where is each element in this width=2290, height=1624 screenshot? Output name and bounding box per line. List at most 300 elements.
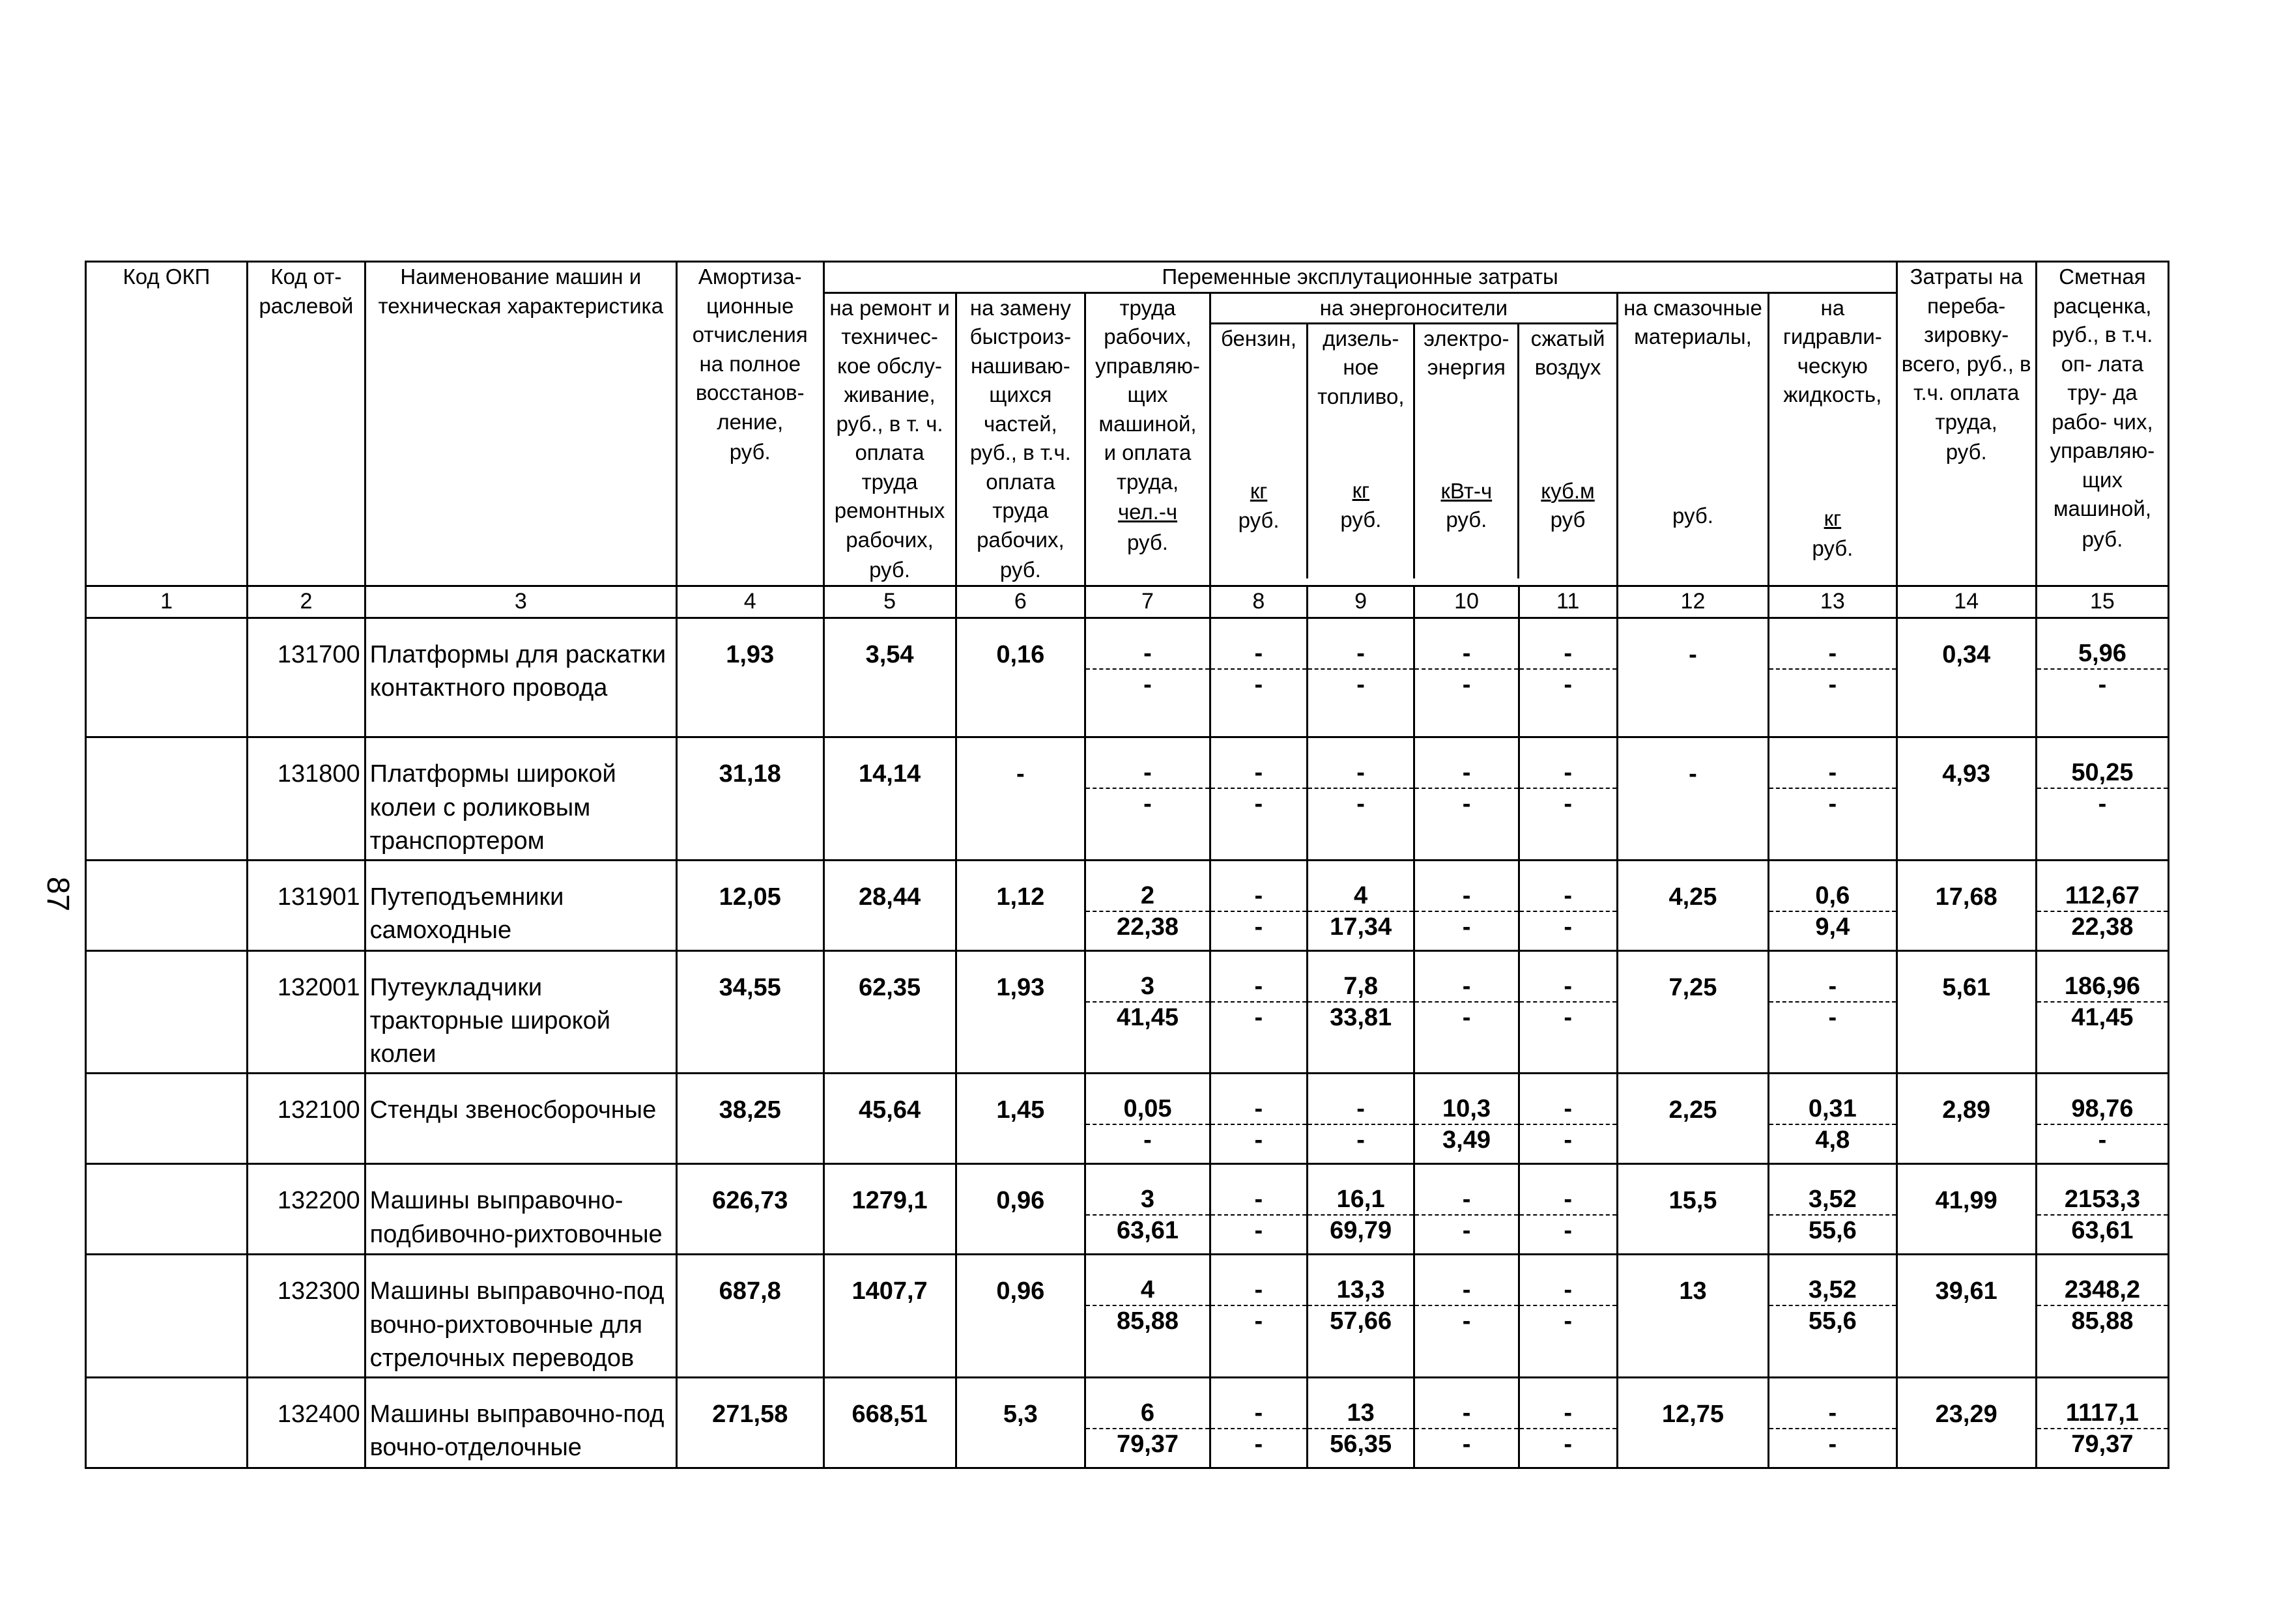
diesel-cell-top: 4 xyxy=(1308,881,1414,912)
petrol-cell xyxy=(1210,618,1307,737)
labor-cell-top: - xyxy=(1086,758,1209,789)
diesel-cell-bottom: 69,79 xyxy=(1330,1217,1392,1245)
table-row xyxy=(86,1377,2169,1468)
diesel-cell xyxy=(1307,950,1414,1073)
okp-cell xyxy=(86,618,248,737)
electric-cell-top: - xyxy=(1415,881,1517,912)
electric-cell-top: - xyxy=(1415,971,1517,1003)
diesel-cell-bottom: - xyxy=(1356,1126,1365,1154)
air-cell xyxy=(1519,618,1617,737)
hydraulic-cell-bottom: 55,6 xyxy=(1808,1217,1857,1245)
diesel-cell xyxy=(1307,737,1414,860)
amortization-cell: 271,58 xyxy=(676,1377,823,1468)
estimate-cell-bottom: - xyxy=(2098,670,2107,698)
repair-cell: 14,14 xyxy=(823,737,956,860)
electric-cell-top: - xyxy=(1415,758,1517,789)
estimate-text: Сметная расценка, руб., в т.ч. оп- лата тру- да рабо- чих, управляю- щих машиной, xyxy=(2050,264,2155,521)
lubricant-cell: 15,5 xyxy=(1617,1164,1768,1255)
estimate-cell-bottom: - xyxy=(2098,1126,2107,1154)
estimate-cell xyxy=(2036,1164,2168,1255)
diesel-cell xyxy=(1307,1164,1414,1255)
hydraulic-cell xyxy=(1769,950,1896,1073)
hydraulic-cell-top: 3,52 xyxy=(1769,1184,1895,1216)
column-number: 11 xyxy=(1519,586,1617,618)
repair-text: на ремонт и техничес- кое обслу- живание, руб., в т. ч. оплата труда ремонтных рабочих, xyxy=(829,295,950,552)
lubricant-cell: - xyxy=(1617,737,1768,860)
header-okp: Код ОКП xyxy=(86,262,248,586)
petrol-cell xyxy=(1210,1074,1307,1164)
replace-cell: 0,96 xyxy=(956,1255,1085,1377)
relocation-cell: 17,68 xyxy=(1896,860,2036,950)
labor-cell xyxy=(1085,1164,1210,1255)
air-text: сжатый воздух xyxy=(1530,326,1605,380)
electric-cell-top: - xyxy=(1415,1184,1517,1216)
petrol-cell xyxy=(1210,737,1307,860)
estimate-unit: руб. xyxy=(2082,526,2123,551)
diesel-unit-bottom: руб. xyxy=(1340,507,1382,532)
relocation-cell: 4,93 xyxy=(1896,737,2036,860)
air-cell xyxy=(1519,1164,1617,1255)
amortization-cell: 687,8 xyxy=(676,1255,823,1377)
okp-cell xyxy=(86,737,248,860)
repair-cell: 3,54 xyxy=(823,618,956,737)
electric-cell xyxy=(1414,860,1519,950)
hydraulic-cell xyxy=(1769,618,1896,737)
branch-code-cell: 132200 xyxy=(248,1164,365,1255)
table-body xyxy=(86,618,2169,1468)
lubricant-cell: 2,25 xyxy=(1617,1074,1768,1164)
diesel-cell-top: 7,8 xyxy=(1308,971,1414,1003)
air-cell xyxy=(1519,1377,1617,1468)
column-number: 14 xyxy=(1896,586,2036,618)
estimate-cell-bottom: - xyxy=(2098,790,2107,818)
estimate-cell xyxy=(2036,1377,2168,1468)
electric-unit-bottom: руб. xyxy=(1446,507,1487,532)
hydraulic-cell-top: - xyxy=(1769,1398,1895,1429)
amortization-cell: 34,55 xyxy=(676,950,823,1073)
estimate-cell-bottom: 63,61 xyxy=(2071,1217,2134,1245)
column-number: 4 xyxy=(676,586,823,618)
petrol-cell xyxy=(1210,950,1307,1073)
air-cell-bottom: - xyxy=(1564,1307,1573,1335)
estimate-cell xyxy=(2036,860,2168,950)
electric-cell xyxy=(1414,950,1519,1073)
electric-cell xyxy=(1414,1377,1519,1468)
air-unit-bottom: руб xyxy=(1550,507,1586,532)
relocation-cell: 2,89 xyxy=(1896,1074,2036,1164)
electric-cell-bottom: - xyxy=(1462,790,1471,818)
branch-code-cell: 132400 xyxy=(248,1377,365,1468)
header-replace xyxy=(956,292,1085,586)
replace-cell: 5,3 xyxy=(956,1377,1085,1468)
petrol-cell-bottom: - xyxy=(1254,1217,1263,1245)
petrol-cell-bottom: - xyxy=(1254,1003,1263,1031)
diesel-cell-bottom: 17,34 xyxy=(1330,913,1392,941)
petrol-cell-bottom: - xyxy=(1254,1307,1263,1335)
petrol-cell-top: - xyxy=(1211,1275,1306,1306)
air-cell-bottom: - xyxy=(1564,1430,1573,1458)
petrol-cell xyxy=(1210,1164,1307,1255)
labor-cell-top: 3 xyxy=(1086,1184,1209,1216)
header-name: Наименование машин и техническая характеристика xyxy=(365,262,676,586)
repair-cell: 1279,1 xyxy=(823,1164,956,1255)
hydraulic-unit-bottom: руб. xyxy=(1812,536,1853,561)
header-estimate xyxy=(2036,262,2168,586)
air-cell-top: - xyxy=(1520,971,1616,1003)
column-number: 3 xyxy=(365,586,676,618)
energy-title: на энергоносители xyxy=(1211,294,1616,324)
estimate-cell-bottom: 79,37 xyxy=(2071,1430,2134,1458)
hydraulic-cell-bottom: 9,4 xyxy=(1815,913,1850,941)
column-number: 5 xyxy=(823,586,956,618)
relocation-cell: 39,61 xyxy=(1896,1255,2036,1377)
diesel-cell-top: 13 xyxy=(1308,1398,1414,1429)
relocation-cell: 41,99 xyxy=(1896,1164,2036,1255)
air-cell xyxy=(1519,1074,1617,1164)
diesel-text: дизель- ное топливо, xyxy=(1317,326,1405,408)
hydraulic-cell-bottom: - xyxy=(1828,670,1837,698)
column-number: 8 xyxy=(1210,586,1307,618)
diesel-cell xyxy=(1307,1255,1414,1377)
lubricant-cell: 4,25 xyxy=(1617,860,1768,950)
replace-cell: 1,93 xyxy=(956,950,1085,1073)
lubricant-cell: - xyxy=(1617,618,1768,737)
electric-cell-bottom: - xyxy=(1462,1430,1471,1458)
repair-unit: руб. xyxy=(869,558,911,582)
estimate-cell-top: 50,25 xyxy=(2037,758,2168,789)
air-cell-bottom: - xyxy=(1564,670,1573,698)
hydraulic-cell xyxy=(1769,1074,1896,1164)
okp-cell xyxy=(86,1377,248,1468)
estimate-cell-top: 1117,1 xyxy=(2037,1398,2168,1429)
hydraulic-cell-top: 3,52 xyxy=(1769,1275,1895,1306)
repair-cell: 668,51 xyxy=(823,1377,956,1468)
diesel-cell-bottom: 57,66 xyxy=(1330,1307,1392,1335)
branch-code-cell: 132001 xyxy=(248,950,365,1073)
header-labor xyxy=(1085,292,1210,586)
electric-cell xyxy=(1414,1164,1519,1255)
labor-cell xyxy=(1085,1255,1210,1377)
hydraulic-cell xyxy=(1769,737,1896,860)
replace-cell: 0,16 xyxy=(956,618,1085,737)
petrol-cell-bottom: - xyxy=(1254,790,1263,818)
estimate-cell-top: 98,76 xyxy=(2037,1094,2168,1125)
column-number: 13 xyxy=(1769,586,1896,618)
machine-name-cell: Машины выправочно- подбивочно-рихтовочные xyxy=(365,1164,676,1255)
amort-unit: руб. xyxy=(729,440,771,464)
table-row xyxy=(86,1255,2169,1377)
diesel-cell-bottom: 56,35 xyxy=(1330,1430,1392,1458)
replace-cell: - xyxy=(956,737,1085,860)
replace-cell: 0,96 xyxy=(956,1164,1085,1255)
labor-unit-top: чел.-ч xyxy=(1117,500,1178,524)
branch-code-cell: 132100 xyxy=(248,1074,365,1164)
page-number: 87 xyxy=(40,876,76,912)
estimate-cell-top: 186,96 xyxy=(2037,971,2168,1003)
diesel-cell-top: - xyxy=(1308,1094,1414,1125)
labor-cell-bottom: 63,61 xyxy=(1116,1217,1179,1245)
estimate-cell-top: 2348,2 xyxy=(2037,1275,2168,1306)
header-diesel xyxy=(1308,324,1415,578)
labor-cell-top: - xyxy=(1086,638,1209,670)
diesel-cell-bottom: - xyxy=(1356,670,1365,698)
petrol-unit-bottom: руб. xyxy=(1238,507,1280,532)
column-number: 9 xyxy=(1307,586,1414,618)
diesel-cell-bottom: 33,81 xyxy=(1330,1003,1392,1031)
branch-code-cell: 131700 xyxy=(248,618,365,737)
hydraulic-cell-top: - xyxy=(1769,638,1895,670)
electric-cell-bottom: - xyxy=(1462,1217,1471,1245)
table-row xyxy=(86,618,2169,737)
okp-cell xyxy=(86,950,248,1073)
estimate-cell xyxy=(2036,950,2168,1073)
petrol-cell-bottom: - xyxy=(1254,1430,1263,1458)
petrol-cell-top: - xyxy=(1211,1184,1306,1216)
air-cell-top: - xyxy=(1520,1398,1616,1429)
lubricant-cell: 7,25 xyxy=(1617,950,1768,1073)
petrol-cell-top: - xyxy=(1211,758,1306,789)
replace-cell: 1,45 xyxy=(956,1074,1085,1164)
electric-cell-bottom: - xyxy=(1462,1307,1471,1335)
electric-cell-top: - xyxy=(1415,1398,1517,1429)
machine-name-cell: Платформы широкой колеи с роликовым транспортером xyxy=(365,737,676,860)
table-row xyxy=(86,950,2169,1073)
diesel-cell-top: - xyxy=(1308,758,1414,789)
hydraulic-cell xyxy=(1769,860,1896,950)
hydraulic-cell-bottom: - xyxy=(1828,1430,1837,1458)
lubricant-cell: 13 xyxy=(1617,1255,1768,1377)
electric-cell-top: 10,3 xyxy=(1415,1094,1517,1125)
diesel-cell xyxy=(1307,1074,1414,1164)
labor-cell xyxy=(1085,950,1210,1073)
table-row xyxy=(86,1074,2169,1164)
labor-cell-top: 0,05 xyxy=(1086,1094,1209,1125)
electric-cell xyxy=(1414,737,1519,860)
amortization-cell: 626,73 xyxy=(676,1164,823,1255)
air-cell-top: - xyxy=(1520,1094,1616,1125)
diesel-cell xyxy=(1307,618,1414,737)
estimate-cell-bottom: 41,45 xyxy=(2071,1003,2134,1031)
estimate-cell xyxy=(2036,737,2168,860)
petrol-cell-top: - xyxy=(1211,1398,1306,1429)
relocation-cell: 0,34 xyxy=(1896,618,2036,737)
hydraulic-cell-bottom: - xyxy=(1828,790,1837,818)
petrol-cell xyxy=(1210,1255,1307,1377)
column-number: 15 xyxy=(2036,586,2168,618)
electric-cell xyxy=(1414,1255,1519,1377)
labor-cell xyxy=(1085,1377,1210,1468)
header-repair xyxy=(823,292,956,586)
labor-text: труда рабочих, управляю- щих машиной, и оплата труда, xyxy=(1095,295,1200,494)
amortization-cell: 12,05 xyxy=(676,860,823,950)
header-variable-costs: Переменные эксплутационные затраты xyxy=(823,262,1896,293)
estimate-cell xyxy=(2036,1255,2168,1377)
hydraulic-cell-top: - xyxy=(1769,971,1895,1003)
labor-cell xyxy=(1085,618,1210,737)
column-number: 1 xyxy=(86,586,248,618)
column-number: 12 xyxy=(1617,586,1768,618)
column-number: 2 xyxy=(248,586,365,618)
electric-cell xyxy=(1414,618,1519,737)
estimate-cell xyxy=(2036,618,2168,737)
labor-cell-top: 2 xyxy=(1086,881,1209,912)
header-lubricant xyxy=(1617,292,1768,586)
air-cell-bottom: - xyxy=(1564,1217,1573,1245)
labor-cell-bottom: - xyxy=(1143,670,1152,698)
petrol-cell-top: - xyxy=(1211,971,1306,1003)
hydraulic-cell-bottom: - xyxy=(1828,1003,1837,1031)
petrol-unit-top: кг xyxy=(1250,479,1268,504)
hydraulic-unit-top: кг xyxy=(1824,506,1842,530)
labor-cell xyxy=(1085,737,1210,860)
electric-cell-top: - xyxy=(1415,1275,1517,1306)
machine-name-cell: Путеподъемники самоходные xyxy=(365,860,676,950)
header-relocation xyxy=(1896,262,2036,586)
hydraulic-cell xyxy=(1769,1255,1896,1377)
hydraulic-cell-top: 0,31 xyxy=(1769,1094,1895,1125)
labor-cell-bottom: 85,88 xyxy=(1116,1307,1179,1335)
petrol-cell-top: - xyxy=(1211,638,1306,670)
hydraulic-cell xyxy=(1769,1164,1896,1255)
labor-cell-top: 3 xyxy=(1086,971,1209,1003)
estimate-cell-bottom: 85,88 xyxy=(2071,1307,2134,1335)
estimate-cell xyxy=(2036,1074,2168,1164)
estimate-cell-top: 112,67 xyxy=(2037,881,2168,912)
petrol-cell xyxy=(1210,860,1307,950)
electric-cell xyxy=(1414,1074,1519,1164)
table-row xyxy=(86,737,2169,860)
relocation-text: Затраты на переба- зировку- всего, руб., в т.ч. оплата труда, xyxy=(1901,264,2031,434)
header-hydraulic xyxy=(1769,292,1896,586)
header-branch-code: Код от- раслевой xyxy=(248,262,365,586)
machine-name-cell: Путеукладчики тракторные широкой колеи xyxy=(365,950,676,1073)
labor-cell-bottom: - xyxy=(1143,1126,1152,1154)
column-number: 6 xyxy=(956,586,1085,618)
machine-name-cell: Машины выправочно-под вочно-отделочные xyxy=(365,1377,676,1468)
hydraulic-cell xyxy=(1769,1377,1896,1468)
lubricant-cell: 12,75 xyxy=(1617,1377,1768,1468)
labor-cell xyxy=(1085,860,1210,950)
electric-cell-bottom: 3,49 xyxy=(1442,1126,1491,1154)
petrol-cell-top: - xyxy=(1211,1094,1306,1125)
column-number: 7 xyxy=(1085,586,1210,618)
labor-cell-top: 6 xyxy=(1086,1398,1209,1429)
lubricant-unit: руб. xyxy=(1672,503,1713,528)
electric-cell-bottom: - xyxy=(1462,913,1471,941)
table-row xyxy=(86,1164,2169,1255)
air-cell-top: - xyxy=(1520,1184,1616,1216)
amortization-cell: 1,93 xyxy=(676,618,823,737)
repair-cell: 45,64 xyxy=(823,1074,956,1164)
electric-cell-bottom: - xyxy=(1462,1003,1471,1031)
estimate-cell-bottom: 22,38 xyxy=(2071,913,2134,941)
amort-text: Амортиза- ционные отчисления на полное восстанов- ление, xyxy=(692,264,808,434)
air-unit-top: куб.м xyxy=(1541,478,1595,503)
machine-name-cell: Машины выправочно-под вочно-рихтовочные для стрелочных переводов xyxy=(365,1255,676,1377)
petrol-cell-top: - xyxy=(1211,881,1306,912)
labor-cell-bottom: 79,37 xyxy=(1116,1430,1179,1458)
air-cell-top: - xyxy=(1520,1275,1616,1306)
air-cell-bottom: - xyxy=(1564,1003,1573,1031)
hydraulic-cell-top: 0,6 xyxy=(1769,881,1895,912)
lubricant-text: на смазочные материалы, xyxy=(1624,295,1762,349)
diesel-cell-bottom: - xyxy=(1356,790,1365,818)
hydraulic-cell-bottom: 4,8 xyxy=(1815,1126,1850,1154)
okp-cell xyxy=(86,1074,248,1164)
electric-unit-top: кВт-ч xyxy=(1440,478,1493,503)
air-cell xyxy=(1519,860,1617,950)
repair-cell: 62,35 xyxy=(823,950,956,1073)
repair-cell: 28,44 xyxy=(823,860,956,950)
air-cell-bottom: - xyxy=(1564,790,1573,818)
petrol-cell-bottom: - xyxy=(1254,670,1263,698)
okp-cell xyxy=(86,1255,248,1377)
diesel-cell-top: 13,3 xyxy=(1308,1275,1414,1306)
air-cell xyxy=(1519,737,1617,860)
labor-cell-bottom: 41,45 xyxy=(1116,1003,1179,1031)
labor-unit-bottom: руб. xyxy=(1127,530,1168,554)
header-electric xyxy=(1415,324,1519,578)
petrol-cell-bottom: - xyxy=(1254,1126,1263,1154)
header-air xyxy=(1519,324,1616,578)
replace-cell: 1,12 xyxy=(956,860,1085,950)
diesel-cell xyxy=(1307,860,1414,950)
estimate-cell-top: 5,96 xyxy=(2037,638,2168,670)
amortization-cell: 38,25 xyxy=(676,1074,823,1164)
hydraulic-cell-bottom: 55,6 xyxy=(1808,1307,1857,1335)
air-cell-bottom: - xyxy=(1564,1126,1573,1154)
branch-code-cell: 131901 xyxy=(248,860,365,950)
amortization-cell: 31,18 xyxy=(676,737,823,860)
air-cell-top: - xyxy=(1520,881,1616,912)
okp-cell xyxy=(86,1164,248,1255)
table-row xyxy=(86,860,2169,950)
relocation-cell: 5,61 xyxy=(1896,950,2036,1073)
branch-code-cell: 132300 xyxy=(248,1255,365,1377)
petrol-cell xyxy=(1210,1377,1307,1468)
column-number-row xyxy=(86,586,2169,618)
column-number: 10 xyxy=(1414,586,1519,618)
labor-cell xyxy=(1085,1074,1210,1164)
replace-unit: руб. xyxy=(999,558,1041,582)
okp-cell xyxy=(86,860,248,950)
machine-rates-table xyxy=(85,261,2169,1469)
labor-cell-bottom: 22,38 xyxy=(1116,913,1179,941)
header-energy-group xyxy=(1210,292,1617,586)
hydraulic-text: на гидравли- ческую жидкость, xyxy=(1782,295,1882,407)
air-cell xyxy=(1519,950,1617,1073)
diesel-cell-top: 16,1 xyxy=(1308,1184,1414,1216)
labor-cell-bottom: - xyxy=(1143,790,1152,818)
air-cell-top: - xyxy=(1520,638,1616,670)
petrol-text: бензин, xyxy=(1221,326,1297,350)
header-petrol xyxy=(1211,324,1308,578)
diesel-cell-top: - xyxy=(1308,638,1414,670)
relocation-unit: руб. xyxy=(1945,440,1987,464)
diesel-unit-top: кг xyxy=(1352,478,1370,503)
estimate-cell-top: 2153,3 xyxy=(2037,1184,2168,1216)
machine-name-cell: Платформы для раскатки контактного провода xyxy=(365,618,676,737)
hydraulic-cell-top: - xyxy=(1769,758,1895,789)
air-cell xyxy=(1519,1255,1617,1377)
rate-table-sheet xyxy=(85,261,2169,1469)
diesel-cell xyxy=(1307,1377,1414,1468)
machine-name-cell: Стенды звеносборочные xyxy=(365,1074,676,1164)
replace-text: на замену быстроиз- нашиваю- щихся частей, руб., в т.ч. оплата труда рабочих, xyxy=(969,295,1072,552)
air-cell-bottom: - xyxy=(1564,913,1573,941)
electric-text: электро- энергия xyxy=(1424,326,1510,380)
air-cell-top: - xyxy=(1520,758,1616,789)
